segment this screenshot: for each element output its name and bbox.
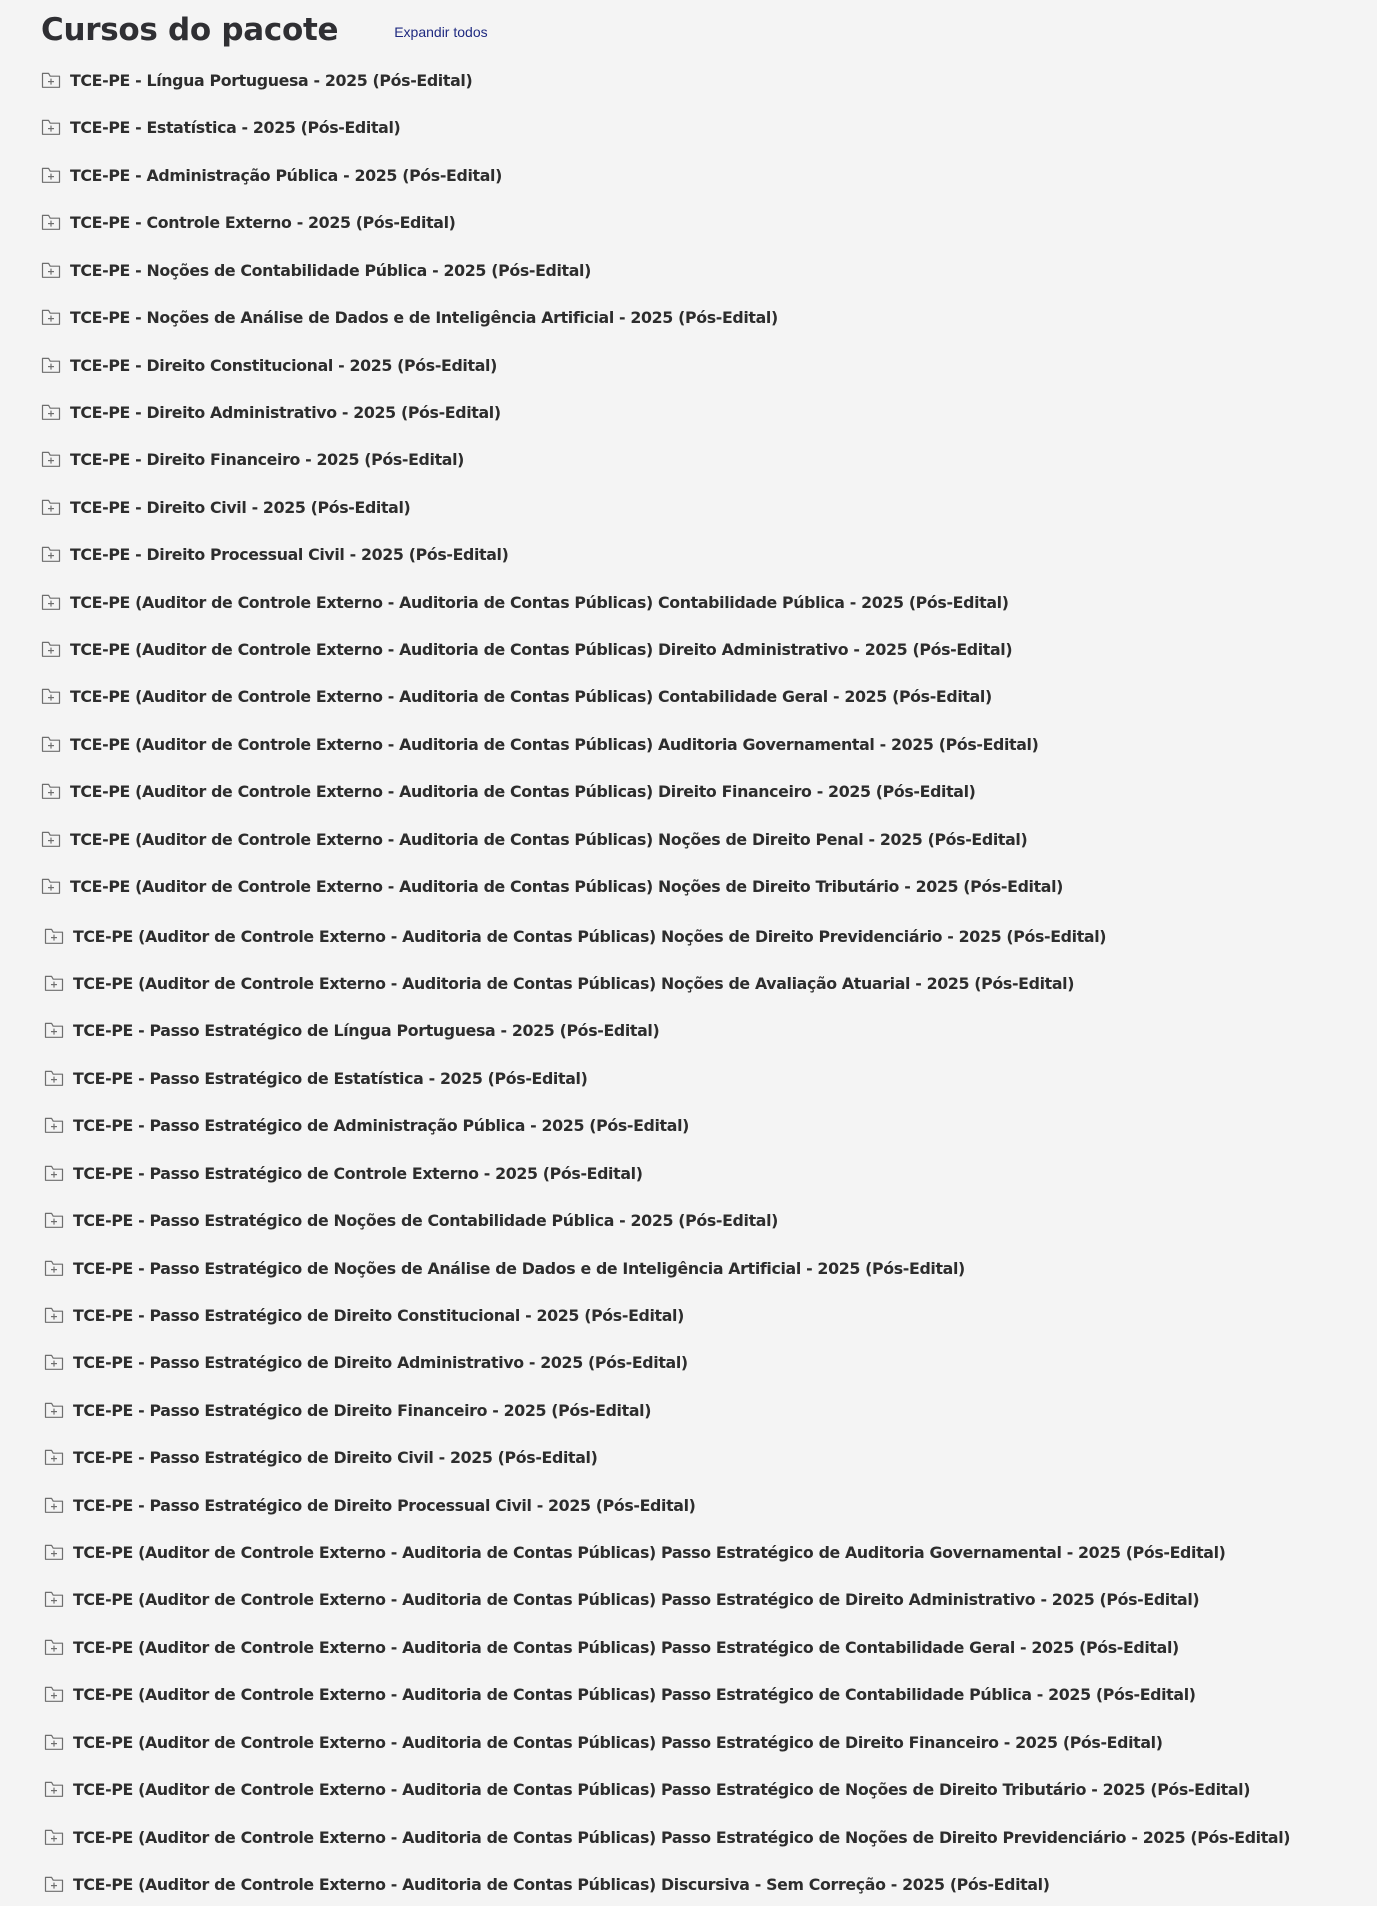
course-title[interactable]: TCE-PE (Auditor de Controle Externo - Auditoria de Contas Públicas) Noções de Direito Previdenciário - 2025 (Pós-Edital) — [73, 926, 1107, 946]
course-item[interactable] — [44, 1110, 689, 1140]
course-title[interactable]: TCE-PE - Direito Civil - 2025 (Pós-Edital) — [70, 497, 411, 517]
course-title[interactable]: TCE-PE - Estatística - 2025 (Pós-Edital) — [70, 117, 401, 137]
folder-plus-icon[interactable] — [41, 71, 61, 89]
course-title[interactable]: TCE-PE - Passo Estratégico de Direito Administrativo - 2025 (Pós-Edital) — [73, 1352, 688, 1372]
expand-all-link[interactable]: Expandir todos — [394, 24, 488, 40]
course-title[interactable]: TCE-PE (Auditor de Controle Externo - Auditoria de Contas Públicas) Discursiva - Sem Correção - 2025 (Pós-Edital) — [73, 1874, 1050, 1894]
folder-plus-icon[interactable] — [41, 118, 61, 136]
course-item[interactable] — [41, 255, 591, 285]
course-title[interactable]: TCE-PE - Passo Estratégico de Noções de Contabilidade Pública - 2025 (Pós-Edital) — [73, 1210, 779, 1230]
folder-plus-icon[interactable] — [44, 974, 64, 992]
page-header — [41, 10, 488, 50]
folder-plus-icon[interactable] — [41, 450, 61, 468]
course-title[interactable]: TCE-PE (Auditor de Controle Externo - Auditoria de Contas Públicas) Passo Estratégico de Direito Financeiro - 2025 (Pós-Edital) — [73, 1732, 1163, 1752]
course-title[interactable]: TCE-PE - Noções de Contabilidade Pública - 2025 (Pós-Edital) — [70, 260, 591, 280]
course-item[interactable] — [44, 1822, 1290, 1852]
folder-plus-icon[interactable] — [44, 1306, 64, 1324]
course-title[interactable]: TCE-PE (Auditor de Controle Externo - Auditoria de Contas Públicas) Noções de Direito Tributário - 2025 (Pós-Edital) — [70, 876, 1064, 896]
folder-plus-icon[interactable] — [41, 593, 61, 611]
folder-plus-icon[interactable] — [44, 1021, 64, 1039]
course-title[interactable]: TCE-PE - Passo Estratégico de Direito Processual Civil - 2025 (Pós-Edital) — [73, 1495, 696, 1515]
course-item[interactable] — [44, 1869, 1050, 1899]
course-item[interactable] — [44, 1253, 965, 1283]
course-title[interactable]: TCE-PE (Auditor de Controle Externo - Auditoria de Contas Públicas) Contabilidade Geral - 2025 (Pós-Edital) — [70, 686, 992, 706]
course-item[interactable] — [41, 776, 976, 806]
course-title[interactable]: TCE-PE (Auditor de Controle Externo - Auditoria de Contas Públicas) Passo Estratégico de Auditoria Governamental - 2025 (Pós-Edital) — [73, 1542, 1226, 1562]
course-item[interactable] — [41, 207, 456, 237]
course-title[interactable]: TCE-PE - Direito Constitucional - 2025 (Pós-Edital) — [70, 355, 497, 375]
course-title[interactable]: TCE-PE - Noções de Análise de Dados e de Inteligência Artificial - 2025 (Pós-Edital) — [70, 307, 778, 327]
course-item[interactable] — [44, 1537, 1226, 1567]
course-item[interactable] — [44, 1015, 659, 1045]
course-item[interactable] — [41, 350, 497, 380]
folder-plus-icon[interactable] — [44, 1069, 64, 1087]
folder-plus-icon[interactable] — [44, 1875, 64, 1893]
folder-plus-icon[interactable] — [41, 261, 61, 279]
folder-plus-icon[interactable] — [41, 640, 61, 658]
course-item[interactable] — [41, 112, 400, 142]
course-item[interactable] — [41, 729, 1039, 759]
course-title[interactable]: TCE-PE (Auditor de Controle Externo - Auditoria de Contas Públicas) Passo Estratégico de Contabilidade Pública - 2025 (Pós-Edital) — [73, 1684, 1196, 1704]
course-item[interactable] — [41, 65, 472, 95]
course-title[interactable]: TCE-PE - Passo Estratégico de Noções de Análise de Dados e de Inteligência Artificial - 2025 (Pós-Edital) — [73, 1258, 965, 1278]
course-title[interactable]: TCE-PE (Auditor de Controle Externo - Auditoria de Contas Públicas) Direito Financeiro - 2025 (Pós-Edital) — [70, 781, 976, 801]
course-item[interactable] — [44, 1395, 651, 1425]
course-item[interactable] — [44, 1300, 684, 1330]
course-item[interactable] — [41, 871, 1063, 901]
course-title[interactable]: TCE-PE - Controle Externo - 2025 (Pós-Edital) — [70, 212, 456, 232]
course-item[interactable] — [41, 444, 464, 474]
course-title[interactable]: TCE-PE - Passo Estratégico de Controle Externo - 2025 (Pós-Edital) — [73, 1163, 643, 1183]
folder-plus-icon[interactable] — [44, 1638, 64, 1656]
course-title[interactable]: TCE-PE - Passo Estratégico de Direito Constitucional - 2025 (Pós-Edital) — [73, 1305, 684, 1325]
course-item[interactable] — [41, 824, 1027, 854]
course-item[interactable] — [41, 681, 992, 711]
course-item[interactable] — [44, 1063, 587, 1093]
folder-plus-icon[interactable] — [41, 687, 61, 705]
course-title[interactable]: TCE-PE (Auditor de Controle Externo - Auditoria de Contas Públicas) Passo Estratégico de Direito Administrativo - 2025 (Pós-Edital) — [73, 1589, 1200, 1609]
course-item[interactable] — [41, 587, 1009, 617]
folder-plus-icon[interactable] — [44, 927, 64, 945]
course-item[interactable] — [44, 1442, 597, 1472]
course-item[interactable] — [41, 160, 502, 190]
course-item[interactable] — [44, 1205, 778, 1235]
course-item[interactable] — [44, 1158, 643, 1188]
course-item[interactable] — [44, 1774, 1250, 1804]
course-item[interactable] — [41, 397, 501, 427]
folder-plus-icon[interactable] — [44, 1685, 64, 1703]
course-item[interactable] — [44, 1584, 1199, 1614]
folder-plus-icon[interactable] — [44, 1211, 64, 1229]
folder-plus-icon[interactable] — [44, 1780, 64, 1798]
course-title[interactable]: TCE-PE (Auditor de Controle Externo - Auditoria de Contas Públicas) Passo Estratégico de Contabilidade Geral - 2025 (Pós-Edital) — [73, 1637, 1179, 1657]
folder-plus-icon[interactable] — [41, 877, 61, 895]
course-item[interactable] — [44, 921, 1106, 951]
folder-plus-icon[interactable] — [44, 1116, 64, 1134]
course-title[interactable]: TCE-PE - Passo Estratégico de Direito Financeiro - 2025 (Pós-Edital) — [73, 1400, 652, 1420]
page-title: Cursos do pacote — [41, 12, 339, 48]
course-title[interactable]: TCE-PE (Auditor de Controle Externo - Auditoria de Contas Públicas) Noções de Avaliação Atuarial - 2025 (Pós-Edital) — [73, 973, 1075, 993]
course-title[interactable]: TCE-PE (Auditor de Controle Externo - Auditoria de Contas Públicas) Passo Estratégico de Noções de Direito Previdenciário - 2025 (Pós-Edital) — [73, 1827, 1291, 1847]
folder-plus-icon[interactable] — [41, 782, 61, 800]
course-title[interactable]: TCE-PE - Direito Processual Civil - 2025 (Pós-Edital) — [70, 544, 509, 564]
folder-plus-icon[interactable] — [44, 1448, 64, 1466]
course-item[interactable] — [44, 1679, 1196, 1709]
course-title[interactable]: TCE-PE - Passo Estratégico de Administração Pública - 2025 (Pós-Edital) — [73, 1115, 690, 1135]
course-item[interactable] — [41, 539, 509, 569]
folder-plus-icon[interactable] — [44, 1590, 64, 1608]
course-title[interactable]: TCE-PE (Auditor de Controle Externo - Auditoria de Contas Públicas) Contabilidade Pública - 2025 (Pós-Edital) — [70, 592, 1009, 612]
folder-plus-icon[interactable] — [44, 1733, 64, 1751]
folder-plus-icon[interactable] — [41, 545, 61, 563]
folder-plus-icon[interactable] — [44, 1496, 64, 1514]
course-title[interactable]: TCE-PE - Passo Estratégico de Estatística - 2025 (Pós-Edital) — [73, 1068, 588, 1088]
folder-plus-icon[interactable] — [41, 735, 61, 753]
folder-plus-icon[interactable] — [41, 403, 61, 421]
course-item[interactable] — [41, 302, 778, 332]
course-item[interactable] — [44, 1490, 696, 1520]
course-title[interactable]: TCE-PE (Auditor de Controle Externo - Auditoria de Contas Públicas) Noções de Direito Penal - 2025 (Pós-Edital) — [70, 829, 1028, 849]
course-item[interactable] — [44, 1347, 688, 1377]
folder-plus-icon[interactable] — [44, 1164, 64, 1182]
course-title[interactable]: TCE-PE - Direito Administrativo - 2025 (Pós-Edital) — [70, 402, 501, 422]
course-title[interactable]: TCE-PE (Auditor de Controle Externo - Auditoria de Contas Públicas) Passo Estratégico de Noções de Direito Tributário - 2025 (Pós-Edital) — [73, 1779, 1251, 1799]
course-title[interactable]: TCE-PE - Direito Financeiro - 2025 (Pós-Edital) — [70, 449, 465, 469]
folder-plus-icon[interactable] — [41, 356, 61, 374]
course-title[interactable]: TCE-PE - Passo Estratégico de Direito Civil - 2025 (Pós-Edital) — [73, 1447, 598, 1467]
folder-plus-icon[interactable] — [41, 498, 61, 516]
folder-plus-icon[interactable] — [44, 1401, 64, 1419]
folder-plus-icon[interactable] — [41, 830, 61, 848]
folder-plus-icon[interactable] — [44, 1259, 64, 1277]
course-item[interactable] — [41, 634, 1012, 664]
folder-plus-icon[interactable] — [44, 1543, 64, 1561]
course-item[interactable] — [41, 492, 410, 522]
folder-plus-icon[interactable] — [41, 166, 61, 184]
folder-plus-icon[interactable] — [44, 1353, 64, 1371]
course-item[interactable] — [44, 1632, 1179, 1662]
folder-plus-icon[interactable] — [41, 213, 61, 231]
course-title[interactable]: TCE-PE - Administração Pública - 2025 (Pós-Edital) — [70, 165, 502, 185]
folder-plus-icon[interactable] — [41, 308, 61, 326]
course-title[interactable]: TCE-PE - Passo Estratégico de Língua Portuguesa - 2025 (Pós-Edital) — [73, 1020, 660, 1040]
folder-plus-icon[interactable] — [44, 1828, 64, 1846]
course-item[interactable] — [44, 968, 1074, 998]
course-title[interactable]: TCE-PE (Auditor de Controle Externo - Auditoria de Contas Públicas) Direito Administrativo - 2025 (Pós-Edital) — [70, 639, 1013, 659]
course-item[interactable] — [44, 1727, 1163, 1757]
course-title[interactable]: TCE-PE - Língua Portuguesa - 2025 (Pós-Edital) — [70, 70, 473, 90]
course-title[interactable]: TCE-PE (Auditor de Controle Externo - Auditoria de Contas Públicas) Auditoria Governamental - 2025 (Pós-Edital) — [70, 734, 1039, 754]
